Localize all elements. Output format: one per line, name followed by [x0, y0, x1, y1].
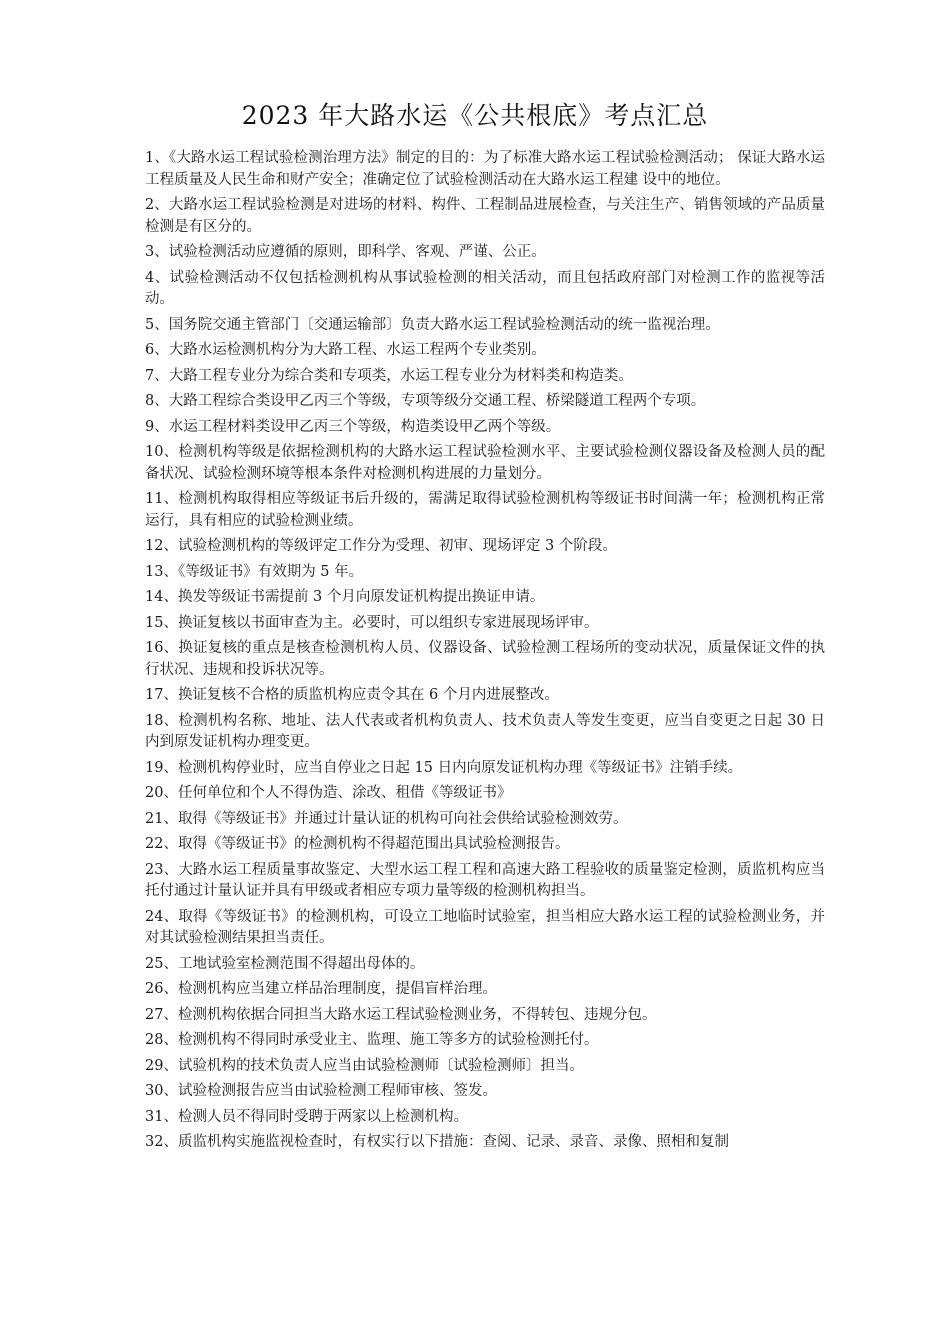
- list-item: 2、大路水运工程试验检测是对进场的材料、构件、工程制品进展检查，与关注生产、销售领域的产品质量检测是有区分的。: [145, 197, 825, 235]
- list-item: 1、《大路水运工程试验检测治理方法》制定的目的：为了标准大路水运工程试验检测活动； 保证大路水运工程质量及人民生命和财产安全；准确定位了试验检测活动在大路水运工程建 设中的地位。: [145, 150, 825, 188]
- list-item: 13、《等级证书》有效期为 5 年。: [145, 563, 364, 580]
- list-item: 9、水运工程材料类设甲乙丙三个等级，构造类设甲乙两个等级。: [145, 418, 561, 435]
- list-item: 12、试验检测机构的等级评定工作分为受理、初审、现场评定 3 个阶段。: [145, 538, 617, 554]
- list-item: 29、试验机构的技术负责人应当由试验检测师〔试验检测师〕担当。: [145, 1057, 584, 1074]
- list-item: 30、试验检测报告应当由试验检测工程师审核、签发。: [145, 1083, 497, 1099]
- list-item: 6、大路水运检测机构分为大路工程、水运工程两个专业类别。: [145, 342, 546, 358]
- document-body: [145, 148, 825, 1158]
- list-item: 28、检测机构不得同时承受业主、监理、施工等多方的试验检测托付。: [145, 1032, 599, 1048]
- list-item: 14、换发等级证书需提前 3 个月向原发证机构提出换证申请。: [145, 589, 545, 605]
- list-item: 3、试验检测活动应遵循的原则，即科学、客观、严谨、公正。: [145, 244, 546, 260]
- list-item: 15、换证复核以书面审查为主。必要时，可以组织专家进展现场评审。: [145, 614, 599, 631]
- list-item: 5、国务院交通主管部门〔交通运输部〕负责大路水运工程试验检测活动的统一监视治理。: [145, 316, 720, 333]
- list-item: 20、任何单位和个人不得伪造、涂改、租借《等级证书》: [145, 785, 512, 801]
- list-item: 19、检测机构停业时，应当自停业之日起 15 日内向原发证机构办理《等级证书》注销手续。: [145, 759, 743, 776]
- list-item: 7、大路工程专业分为综合类和专项类，水运工程专业分为材料类和构造类。: [145, 367, 633, 384]
- list-item: 26、检测机构应当建立样品治理制度，提倡盲样治理。: [145, 981, 497, 997]
- list-item: 21、取得《等级证书》并通过计量认证的机构可向社会供给试验检测效劳。: [145, 810, 628, 827]
- list-item: 11、检测机构取得相应等级证书后升级的，需满足取得试验检测机构等级证书时间满一年；检测机构正常运行，具有相应的试验检测业绩。: [145, 491, 825, 529]
- list-item: 4、试验检测活动不仅包括检测机构从事试验检测的相关活动，而且包括政府部门对检测工作的监视等活动。: [145, 269, 825, 307]
- list-item: 27、检测机构依据合同担当大路水运工程试验检测业务，不得转包、违规分包。: [145, 1006, 657, 1023]
- list-item: 8、大路工程综合类设甲乙丙三个等级，专项等级分交通工程、桥梁隧道工程两个专项。: [145, 393, 706, 409]
- list-item: 24、取得《等级证书》的检测机构，可设立工地临时试验室，担当相应大路水运工程的试验检测业务，并对其试验检测结果担当责任。: [145, 908, 825, 946]
- list-item: 25、工地试验室检测范围不得超出母体的。: [145, 955, 425, 972]
- list-item: 17、换证复核不合格的质监机构应责令其在 6 个月内进展整改。: [145, 687, 559, 703]
- list-item: 18、检测机构名称、地址、法人代表或者机构负责人、技术负责人等发生变更，应当自变更之日起 30 日内到原发证机构办理变更。: [145, 712, 825, 750]
- list-item: 22、取得《等级证书》的检测机构不得超范围出具试验检测报告。: [145, 836, 570, 852]
- list-item: 31、检测人员不得同时受聘于两家以上检测机构。: [145, 1108, 468, 1125]
- list-item: 23、大路水运工程质量事故鉴定、大型水运工程工程和高速大路工程验收的质量鉴定检测，质监机构应当托付通过计量认证并具有甲级或者相应专项力量等级的检测机构担当。: [145, 861, 825, 899]
- list-item: 32、质监机构实施监视检查时，有权实行以下措施：查阅、记录、录音、录像、照相和复制: [145, 1134, 729, 1150]
- list-item: 10、检测机构等级是依据检测机构的大路水运工程试验检测水平、主要试验检测仪器设备及检测人员的配备状况、试验检测环境等根本条件对检测机构进展的力量划分。: [145, 444, 825, 482]
- list-item: 16、换证复核的重点是核查检测机构人员、仪器设备、试验检测工程场所的变动状况，质量保证文件的执行状况、违规和投诉状况等。: [145, 640, 825, 678]
- document-title: 2023 年大路水运《公共根底》考点汇总: [241, 101, 709, 130]
